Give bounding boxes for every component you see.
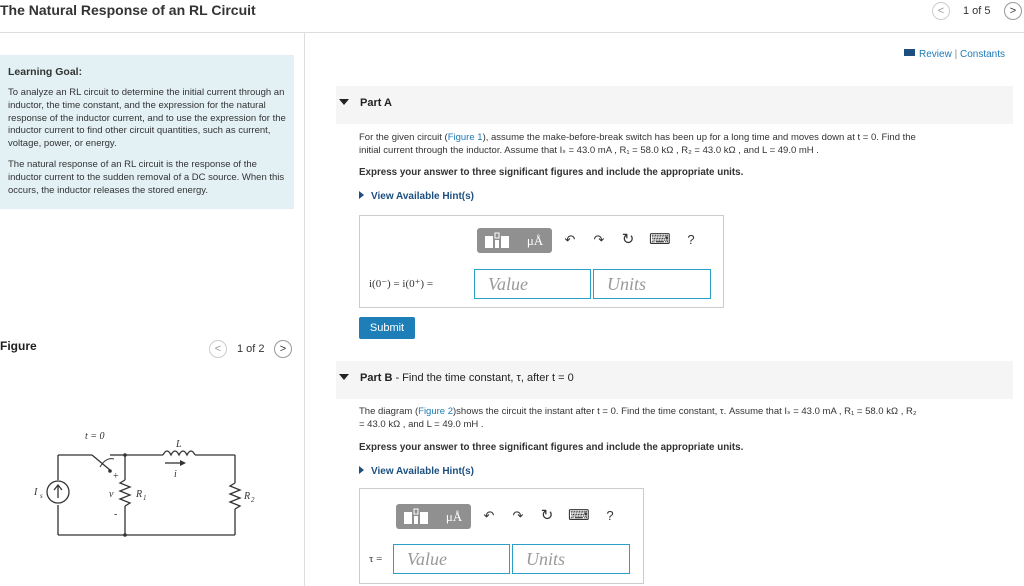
review-link[interactable]: Review <box>919 49 952 60</box>
question-text: ), assume the make-before-break switch has been up for a long time and moves down at t = 0. Find the <box>482 132 916 143</box>
expand-triangle-icon <box>359 191 364 199</box>
part-b-equation-label: τ = <box>369 553 383 565</box>
part-a-submit-button[interactable]: Submit <box>359 317 415 339</box>
header-divider <box>0 32 1024 33</box>
question-text: )shows the circuit the instant after t = 0. Find the time constant, τ. Assume that Iₛ = 43.0 mA , R₁ = 58.0 kΩ , R₂ <box>453 406 917 417</box>
redo-icon[interactable]: ↷ <box>593 232 605 247</box>
learning-goal-panel <box>0 55 294 209</box>
part-b-header[interactable] <box>336 361 1013 399</box>
figure-2-link[interactable]: Figure 2 <box>418 406 453 417</box>
r1-label: R <box>136 489 143 500</box>
part-b-instructions: Express your answer to three significant figures and include the appropriate units. <box>359 442 744 453</box>
page-title: The Natural Response of an RL Circuit <box>0 2 256 18</box>
help-icon[interactable]: ? <box>687 232 695 247</box>
redo-icon[interactable]: ↷ <box>512 508 524 523</box>
part-b-label <box>360 372 574 384</box>
voltage-plus: + <box>113 471 119 482</box>
book-icon <box>904 49 915 56</box>
inductor-label: L <box>176 439 182 450</box>
figure-next-button[interactable]: > <box>274 340 292 358</box>
part-a-answer-box <box>359 215 724 308</box>
column-divider <box>304 33 305 586</box>
part-b-answer-box <box>359 488 644 584</box>
part-b-label-text: - Find the time constant, τ, after t = 0 <box>392 372 574 384</box>
question-text: initial current through the inductor. Assume that Iₛ = 43.0 mA , R₁ = 58.0 kΩ , R₂ = 43.0 kΩ , and L = 49.0 mH . <box>359 144 819 156</box>
figure-page-indicator: 1 of 2 <box>237 343 265 355</box>
part-a-equation-label: i(0⁻) = i(0⁺) = <box>369 278 434 290</box>
r2-label: R <box>244 491 251 502</box>
units-button[interactable]: μÅ <box>526 233 544 248</box>
t0-label: t = 0 <box>85 431 105 442</box>
units-button[interactable]: μÅ <box>445 509 463 524</box>
undo-icon[interactable]: ↶ <box>483 508 495 523</box>
reset-icon[interactable]: ↻ <box>621 231 635 248</box>
collapse-triangle-icon[interactable] <box>339 374 349 380</box>
voltage-minus: - <box>114 509 118 520</box>
figure-heading: Figure <box>0 339 37 353</box>
part-a-value-input[interactable]: Value <box>474 269 591 299</box>
part-a-question <box>359 132 1009 157</box>
voltage-label: v <box>109 489 114 500</box>
figure-prev-button[interactable]: < <box>209 340 227 358</box>
current-arrowhead <box>180 460 186 466</box>
part-b-hints-toggle[interactable] <box>359 466 474 477</box>
part-b-label-bold: Part B <box>360 372 393 384</box>
switch-blade <box>92 455 110 470</box>
circuit-diagram[interactable] <box>20 425 300 585</box>
part-a-header[interactable] <box>336 86 1013 124</box>
part-b-question <box>359 406 1009 431</box>
part-a-instructions: Express your answer to three significant figures and include the appropriate units. <box>359 167 744 178</box>
source-label: I <box>34 487 38 498</box>
learning-goal-text: To analyze an RL circuit to determine the initial current through an inductor, the time constant, and the expression for the natural response of the inductor current, and to use the expression for the inductor current to find other circuit quantities, such as current, voltage, power, or energy. <box>8 87 286 150</box>
node <box>123 533 127 537</box>
r2-label-sub: 2 <box>251 496 255 504</box>
help-icon[interactable]: ? <box>606 508 614 523</box>
templates-icon <box>484 232 510 249</box>
resistor-r1 <box>120 480 130 506</box>
question-text: = 43.0 kΩ , and L = 49.0 mH . <box>359 418 484 430</box>
node <box>123 453 127 457</box>
part-b-value-input[interactable]: Value <box>393 544 510 574</box>
keyboard-icon[interactable]: ⌨ <box>568 507 590 524</box>
part-a-label: Part A <box>360 97 392 109</box>
keyboard-icon[interactable]: ⌨ <box>649 231 671 248</box>
inductor <box>163 451 195 455</box>
r1-label-sub: 1 <box>143 494 147 502</box>
constants-link[interactable]: Constants <box>959 49 1005 60</box>
switch-contact <box>108 469 112 473</box>
part-a-hints-toggle[interactable] <box>359 191 474 202</box>
item-page-indicator: 1 of 5 <box>963 5 991 17</box>
current-label: i <box>174 469 177 480</box>
learning-goal-text-2: The natural response of an RL circuit is the response of the inductor current to the sudden removal of a DC source. When this occurs, the inductor releases the stored energy. <box>8 158 285 196</box>
part-b-units-input[interactable]: Units <box>512 544 630 574</box>
templates-button[interactable] <box>477 228 517 253</box>
question-text: For the given circuit ( <box>359 132 448 143</box>
figure-1-link[interactable]: Figure 1 <box>447 132 483 143</box>
undo-icon[interactable]: ↶ <box>564 232 576 247</box>
reset-icon[interactable]: ↻ <box>540 507 554 524</box>
expand-triangle-icon <box>359 466 364 474</box>
prev-item-button[interactable]: < <box>932 2 950 20</box>
templates-button[interactable] <box>396 504 436 529</box>
hints-label: View Available Hint(s) <box>371 191 474 202</box>
source-label-sub: s <box>40 492 43 500</box>
hints-label: View Available Hint(s) <box>371 466 474 477</box>
part-a-units-input[interactable]: Units <box>593 269 711 299</box>
collapse-triangle-icon[interactable] <box>339 99 349 105</box>
top-bar <box>0 0 1024 30</box>
templates-icon <box>403 508 429 525</box>
learning-goal-heading: Learning Goal: <box>8 66 83 78</box>
question-text: The diagram ( <box>359 406 419 417</box>
next-item-button[interactable]: > <box>1004 2 1022 20</box>
resistor-r2 <box>230 483 240 509</box>
separator: | <box>954 49 958 60</box>
review-constants-links <box>904 49 1005 60</box>
